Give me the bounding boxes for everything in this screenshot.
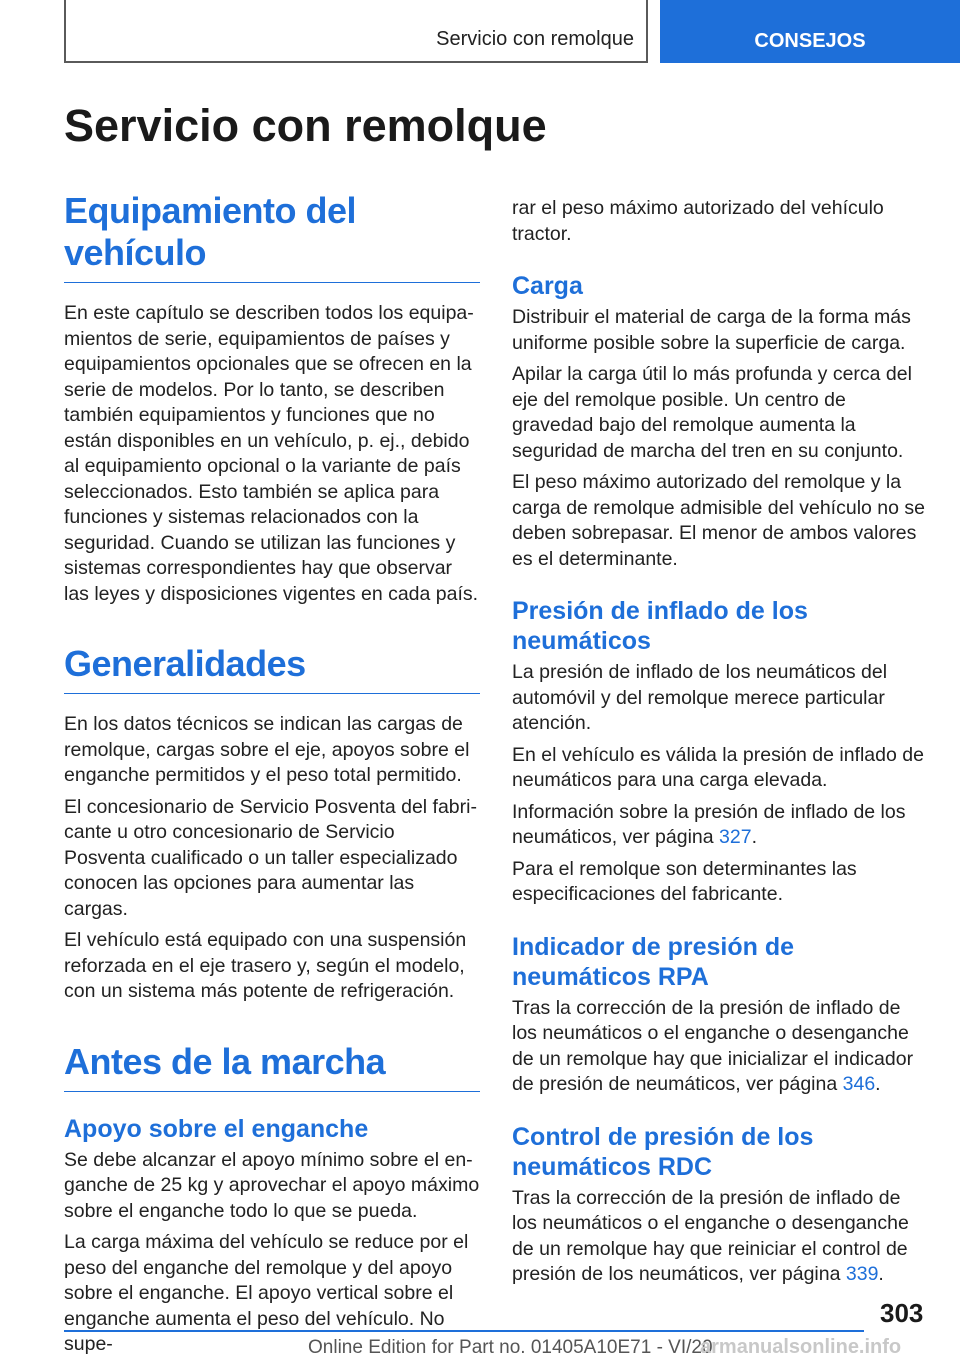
paragraph-with-link: Tras la corrección de la presión de inflado de los neumáticos o el enganche o desenganche de un remolque hay que reiniciar el control de presión de los neumáticos, ver página 339. — [512, 1186, 909, 1285]
right-column — [512, 196, 930, 1294]
paragraph-with-link: Tras la corrección de la presión de inflado de los neumáticos o el enganche o desenganche de un remolque hay que inicializar el indicador de presión de neumáticos, ver página 346. — [512, 996, 914, 1095]
header-section-title: Servicio con remolque — [436, 28, 634, 50]
heading-generalidades: Generalidades — [64, 643, 480, 694]
paragraph: En los datos técnicos se indican las cargas de remolque, cargas sobre el eje, apoyos sobre el enganche permitidos y el peso total permitido. — [64, 713, 470, 786]
paragraph: Distribuir el material de carga de la forma más uniforme posible sobre la superficie de carga. — [512, 306, 911, 354]
paragraph: Apilar la carga útil lo más profunda y cerca del eje del remolque posible. Un centro de gravedad bajo del remolque aumenta la seguridad de marcha del tren en su conjunto. — [512, 363, 912, 462]
footer-edition: Online Edition for Part no. 01405A10E71 - VI/20 — [308, 1337, 713, 1358]
heading-carga: Carga — [512, 272, 583, 300]
heading-apoyo: Apoyo sobre el enganche — [64, 1114, 369, 1143]
paragraph-continuation: rar el peso máximo autorizado del vehículo tractor. — [512, 197, 884, 245]
page-link-327[interactable]: 327 — [719, 826, 752, 848]
heading-rpa: Indicador de presión de neumáticos RPA — [512, 932, 794, 991]
chapter-tab-label: CONSEJOS — [754, 30, 866, 52]
heading-equipamiento: Equipamiento del vehículo — [64, 190, 480, 283]
paragraph: En este capítulo se describen todos los equipamientos de serie, equipamientos de países y equipamientos opcionales que se ofrecen en la serie de modelos. Por lo tanto, se describen también equipamientos y funciones que no están disponibles en un vehículo, p. ej., debido al equipamiento opcional o la variante de país seleccionados. Esto también se aplica para funciones y sistemas relacionados con la seguridad. Cuando se utilizan las funciones y sistemas correspondientes hay que observar las leyes y disposiciones vigentes en cada país. — [64, 302, 479, 605]
paragraph: El concesionario de Servicio Posventa del fabricante u otro concesionario de Servicio Posventa cualificado o un taller especializado conocen las opciones para aumentar las cargas. — [64, 795, 477, 920]
page-title: Servicio con remolque — [64, 100, 547, 151]
paragraph-continued: La carga máxima del vehículo se reduce por el peso del enganche del remolque y del apoyo sobre el enganche. El apoyo vertical sobre el enganche aumenta el peso del vehículo. No supe- — [64, 1231, 469, 1355]
paragraph: El vehículo está equipado con una suspensión reforzada en el eje trasero y, según el modelo, con un sistema más potente de refrigeración. — [64, 929, 467, 1002]
heading-presion: Presión de inflado de los neumáticos — [512, 597, 808, 655]
page-link-346[interactable]: 346 — [842, 1073, 876, 1095]
paragraph-with-link: Información sobre la presión de inflado de los neumáticos, ver página 327. — [512, 800, 906, 848]
watermark: armanualsonline.info — [700, 1336, 902, 1358]
paragraph: Se debe alcanzar el apoyo mínimo sobre el enganche de 25 kg y aprovechar el apoyo máximo sobre el enganche todo lo que se pueda. — [64, 1148, 480, 1222]
footer-divider — [64, 1330, 864, 1332]
page-number: 303 — [880, 1298, 924, 1328]
chapter-tab[interactable] — [660, 0, 960, 63]
heading-rdc: Control de presión de los neumáticos RDC — [512, 1122, 814, 1181]
paragraph: El peso máximo autorizado del remolque y la carga de remolque admisible del vehículo no se deben sobrepasar. El menor de ambos valores es el determinante. — [512, 471, 925, 570]
paragraph: En el vehículo es válida la presión de inflado de neumáticos para una carga elevada. — [512, 743, 924, 791]
page-link-339[interactable]: 339 — [845, 1263, 879, 1285]
left-column — [64, 190, 480, 1364]
heading-antes-de-la-marcha: Antes de la marcha — [64, 1041, 480, 1092]
header-section-box — [64, 0, 648, 63]
paragraph: La presión de inflado de los neumáticos del automóvil y del remolque merece particular atención. — [512, 661, 888, 734]
paragraph: Para el remolque son determinantes las especificaciones del fabricante. — [512, 857, 857, 905]
